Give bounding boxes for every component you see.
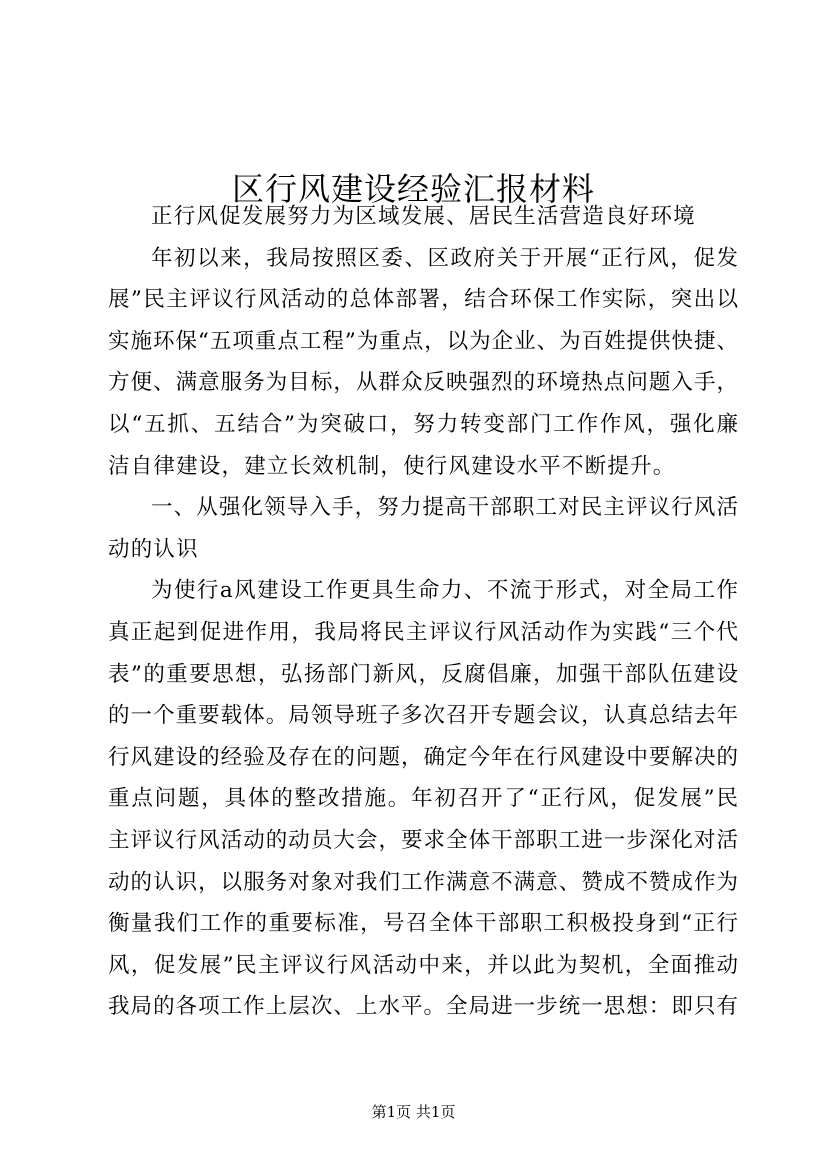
document-title: 区行风建设经验汇报材料 [231, 170, 595, 209]
paragraph-line: 主评议行风活动的动员大会，要求全体干部职工进一步深化对活 [108, 827, 738, 853]
page-number-footer: 第1页 共1页 [371, 1103, 456, 1121]
paragraph-line: 的一个重要载体。局领导班子多次召开专题会议，认真总结去年 [108, 703, 738, 729]
paragraph-line: 行风建设的经验及存在的问题，确定今年在行风建设中要解决的 [108, 744, 738, 770]
paragraph-line: 表”的重要思想，弘扬部门新风，反腐倡廉，加强干部队伍建设 [108, 661, 738, 687]
paragraph-line: 展”民主评议行风活动的总体部署，结合环保工作实际，突出以 [108, 287, 738, 313]
subtitle-line: 正行风促发展努力为区域发展、居民生活营造良好环境 [151, 204, 696, 229]
section-heading-line: 一、从强化领导入手，努力提高干部职工对民主评议行风活 [151, 495, 738, 521]
section-heading-line: 动的认识 [108, 536, 199, 562]
paragraph-line: 实施环保“五项重点工程”为重点，以为企业、为百姓提供快捷、 [108, 328, 738, 354]
paragraph-line: 真正起到促进作用，我局将民主评议行风活动作为实践“三个代 [108, 619, 738, 645]
paragraph-line: 方便、满意服务为目标，从群众反映强烈的环境热点问题入手， [108, 370, 738, 396]
document-body [108, 196, 738, 1028]
paragraph-line: 重点问题，具体的整改措施。年初召开了“正行风，促发展”民 [108, 786, 738, 812]
paragraph-line: 为使行a风建设工作更具生命力、不流于形式，对全局工作 [151, 578, 738, 604]
paragraph-line: 衡量我们工作的重要标准，号召全体干部职工积极投身到“正行 [108, 911, 738, 937]
paragraph-line: 我局的各项工作上层次、上水平。全局进一步统一思想：即只有 [108, 994, 738, 1020]
paragraph-line: 洁自律建设，建立长效机制，使行风建设水平不断提升。 [108, 453, 676, 479]
paragraph-line: 动的认识，以服务对象对我们工作满意不满意、赞成不赞成作为 [108, 869, 738, 895]
paragraph-line: 风，促发展”民主评议行风活动中来，并以此为契机，全面推动 [108, 952, 738, 978]
paragraph-line: 年初以来，我局按照区委、区政府关于开展“正行风，促发 [151, 245, 738, 271]
paragraph-line: 以“五抓、五结合”为突破口，努力转变部门工作作风，强化廉 [108, 411, 738, 437]
